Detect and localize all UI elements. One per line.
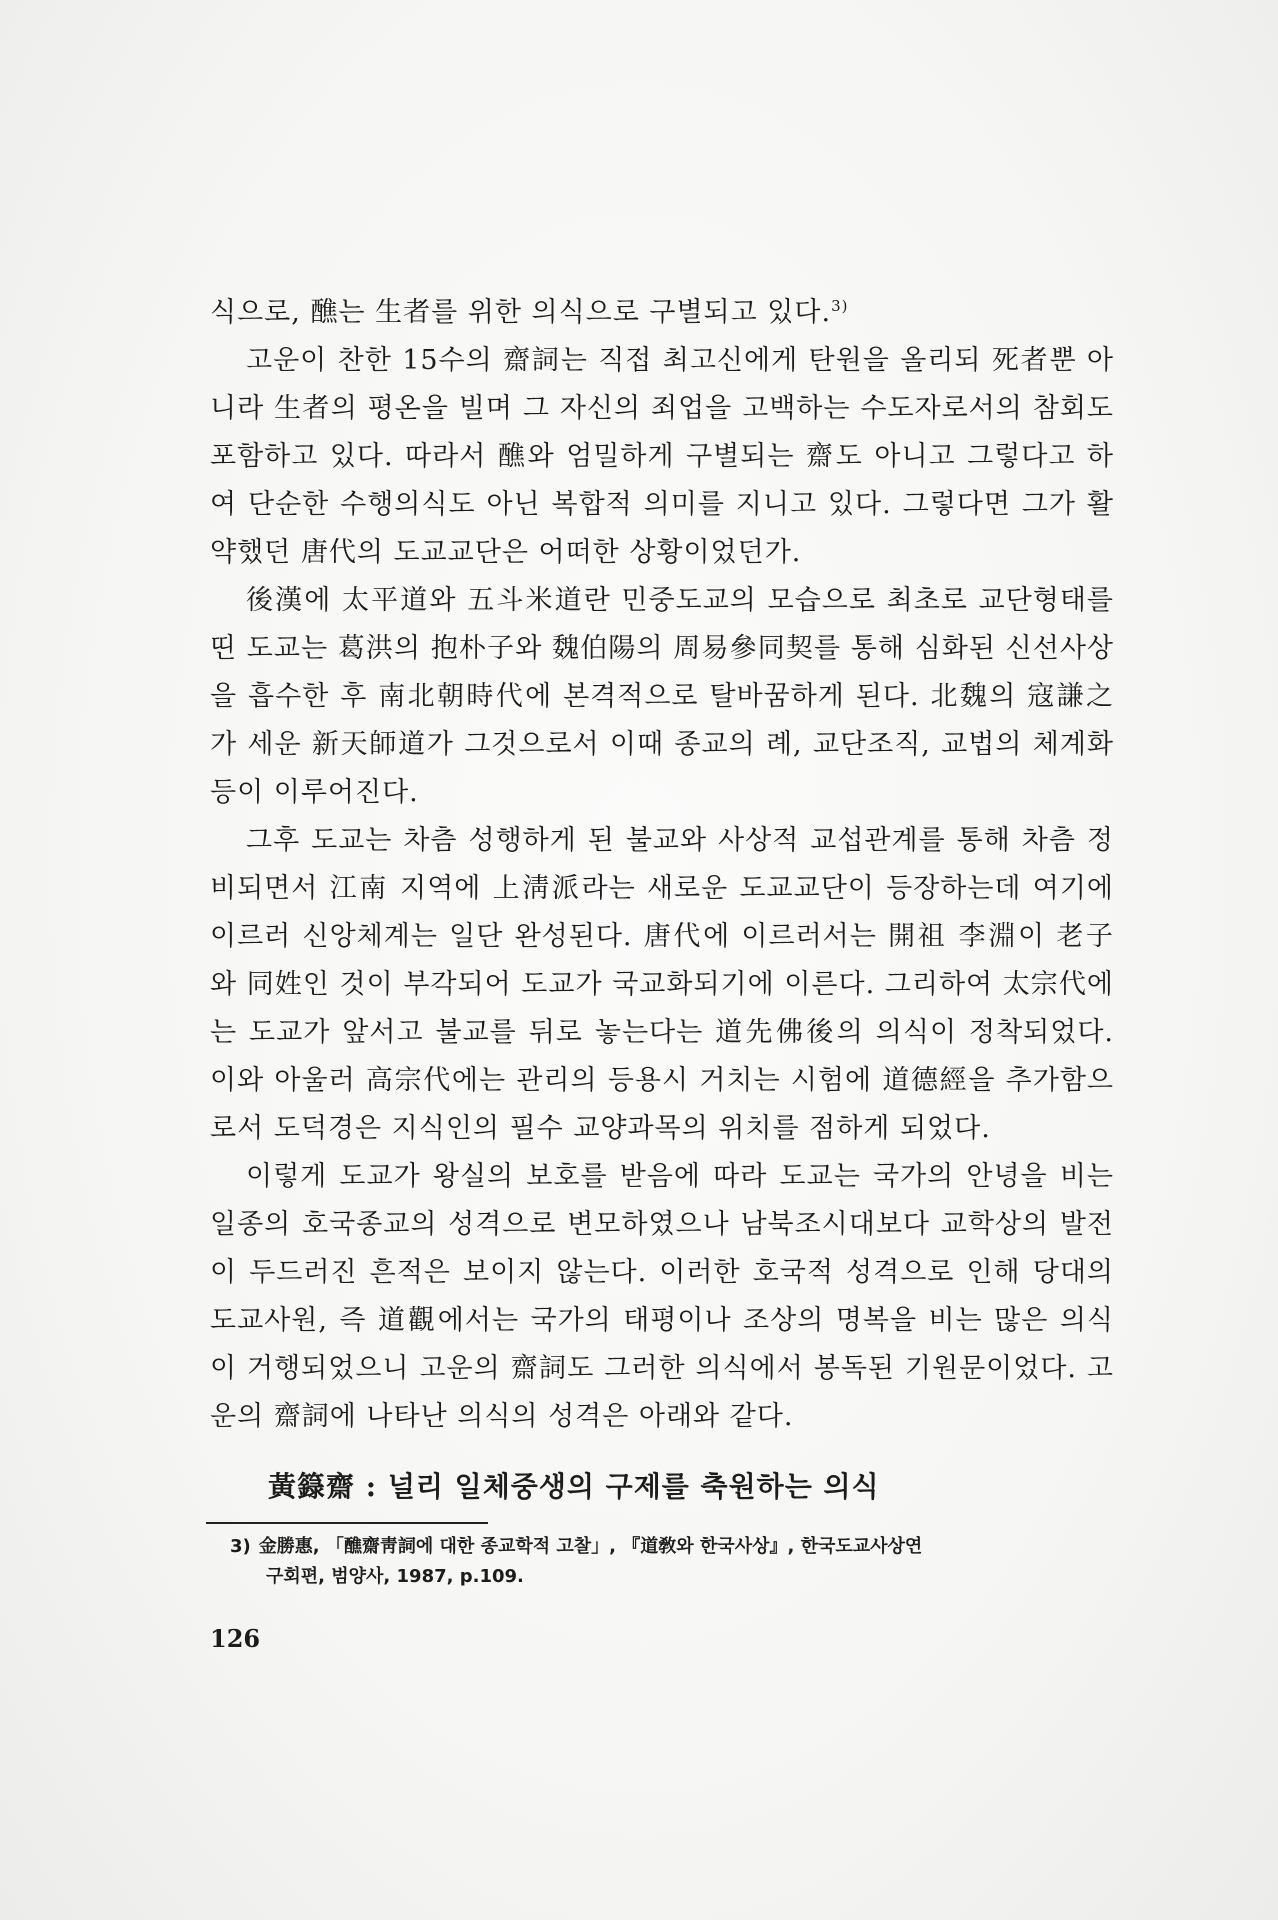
paragraph-text: 식으로, 醮는 生者를 위한 의식으로 구별되고 있다. bbox=[210, 297, 832, 328]
ritual-heading: 黃籙齋 : 널리 일체중생의 구제를 축원하는 의식 bbox=[268, 1470, 880, 1503]
paragraph: 고운이 찬한 15수의 齋詞는 직접 최고신에게 탄원을 올리되 死者뿐 아니라 生者의 평온을 빌며 그 자신의 죄업을 고백하는 수도자로서의 참회도 포함하고 있다. 따라서 醮와 엄밀하게 구별되는 齋도 아니고 그렇다고 하여 단순한 수행의식도 아닌 복합적 의미를 지니고 있다. 그렇다면 그가 활약했던 唐代의 도교교단은 어떠한 상황이었던가. bbox=[210, 345, 1114, 568]
paragraph: 그후 도교는 차츰 성행하게 된 불교와 사상적 교섭관계를 통해 차츰 정비되면서 江南 지역에 上淸派라는 새로운 도교교단이 등장하는데 여기에 이르러 신앙체계는 일단 완성된다. 唐代에 이르러서는 開祖 李淵이 老子와 同姓인 것이 부각되어 도교가 국교화되기에 이른다. 그리하여 太宗代에는 도교가 앞서고 불교를 뒤로 놓는다는 道先佛後의 의식이 정착되었다. 이와 아울러 高宗代에는 관리의 등용시 거치는 시험에 道德經을 추가함으로서 도덕경은 지식인의 필수 교양과목의 위치를 점하게 되었다. bbox=[210, 825, 1114, 1144]
footnote bbox=[230, 1532, 1110, 1592]
paragraph bbox=[210, 282, 1114, 337]
footnote-number: 3) bbox=[230, 1536, 251, 1557]
paragraph: 後漢에 太平道와 五斗米道란 민중도교의 모습으로 최초로 교단형태를 띤 도교는 葛洪의 抱朴子와 魏伯陽의 周易參同契를 통해 심화된 신선사상을 흡수한 후 南北朝時代에 본격적으로 탈바꿈하게 된다. 北魏의 寇謙之가 세운 新天師道가 그것으로서 이때 종교의 례, 교단조직, 교법의 체계화 등이 이루어진다. bbox=[210, 585, 1114, 808]
footnote-divider bbox=[206, 1522, 488, 1524]
footnote-reference: 3) bbox=[831, 297, 849, 315]
footnote-line-1: 金勝惠, 「醮齋靑詞에 대한 종교학적 고찰」, 『道敎와 한국사상』, 한국도교사상연 bbox=[258, 1536, 923, 1557]
body-text bbox=[210, 282, 1114, 1441]
paragraph: 이렇게 도교가 왕실의 보호를 받음에 따라 도교는 국가의 안녕을 비는 일종의 호국종교의 성격으로 변모하였으나 남북조시대보다 교학상의 발전이 두드러진 흔적은 보이지 않는다. 이러한 호국적 성격으로 인해 당대의 도교사원, 즉 道觀에서는 국가의 태평이나 조상의 명복을 비는 많은 의식이 거행되었으니 고운의 齋詞도 그러한 의식에서 봉독된 기원문이었다. 고운의 齋詞에 나타난 의식의 성격은 아래와 같다. bbox=[210, 1161, 1114, 1432]
page-number: 126 bbox=[210, 1624, 261, 1653]
footnote-line-2: 구회편, 범양사, 1987, p.109. bbox=[266, 1566, 524, 1587]
